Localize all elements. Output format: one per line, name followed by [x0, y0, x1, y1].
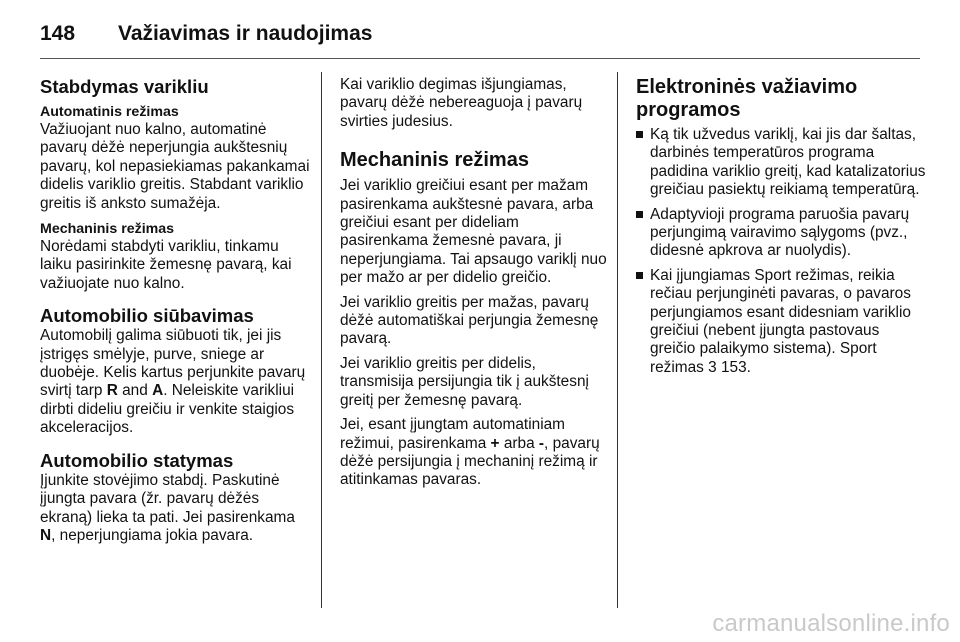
subheading-mechaninis-rezimas: Mechaninis režimas	[40, 221, 175, 238]
paragraph-automatinis: Važiuojant nuo kalno, automatinė pavarų dėžė neperjungia aukštesnių pavarų, kol nepasiekiamas pakankamai didelis variklio greitis. Stabdant variklio greitis iš anksto sumažėja.	[40, 121, 310, 212]
heading-stabdymas-varikliu: Stabdymas varikliu	[40, 76, 209, 97]
list-item: Kai įjungiamas Sport režimas, reikia rečiau perjunginėti pavaras, o pavaros perjungiamos esant didesniam variklio greičiui (nebent įjungta pastovaus greičio palaikymo sistema). Sport režimas 3 153.	[636, 267, 926, 377]
column-2	[340, 76, 608, 496]
heading-elektronines-programos: Elektroninės važiavimo programos	[636, 76, 858, 121]
header-rule	[40, 58, 920, 59]
paragraph-mech-1: Jei variklio greičiui esant per mažam pasirenkama aukštesnė pavara, arba greičiui esant per dideliam pasirenkama žemesnė pavara, ji neperjungiama. Tai apsaugo variklį nuo per mažo ar per didelio greičio.	[340, 177, 607, 287]
square-bullet-icon	[636, 272, 643, 279]
page-header	[40, 14, 372, 54]
paragraph-mech-4: Jei, esant įjungtam automatiniam režimui, pasirenkama + arba -, pavarų dėžė persijungia į mechaninį režimą ir atitinkamas pavaras.	[340, 416, 600, 489]
column-3	[636, 76, 926, 383]
column-divider-1	[321, 72, 322, 608]
heading-automobilio-siubavimas: Automobilio siūbavimas	[40, 305, 254, 327]
heading-automobilio-statymas: Automobilio statymas	[40, 449, 234, 471]
subheading-automatinis-rezimas: Automatinis režimas	[40, 104, 179, 120]
column-divider-2	[617, 72, 618, 608]
page-reference-arrow-icon: 3	[708, 358, 717, 376]
page-number: 148	[40, 22, 76, 45]
page-title: Važiavimas ir naudojimas	[118, 22, 373, 45]
watermark: carmanualsonline.info	[712, 610, 950, 637]
list-item: Ką tik užvedus variklį, kai jis dar šaltas, darbinės temperatūros programa padidina variklio greitį, kad katalizatorius greičiau pasiektų reikiamą temperatūrą.	[636, 126, 926, 200]
paragraph-mech-3: Jei variklio greitis per didelis, transmisija persijungia tik į aukštesnį greitį per žemesnę pavarą.	[340, 354, 589, 409]
column-1	[40, 76, 310, 551]
paragraph-intro: Kai variklio degimas išjungiamas, pavarų dėžė nebereaguoja į pavarų svirties judesius.	[340, 76, 583, 130]
paragraph-mechaninis: Norėdami stabdyti varikliu, tinkamu laiku pasirinkite žemesnę pavarą, kai važiuojate nuo kalno.	[40, 238, 292, 292]
square-bullet-icon	[636, 131, 643, 138]
paragraph-siubavimas: Automobilį galima siūbuoti tik, jei jis įstrigęs smėlyje, purve, sniege ar duobėje. Kelis kartus perjunkite pavarų svirtį tarp R and A. Neleiskite varikliui dirbti dideliu greičiu ir venkite staigios akceleracijos.	[40, 327, 306, 437]
paragraph-mech-2: Jei variklio greitis per mažas, pavarų dėžė automatiškai perjungia žemesnę pavarą.	[340, 293, 599, 348]
list-item: Adaptyvioji programa paruošia pavarų perjungimą vairavimo sąlygoms (pvz., didesnė apkrova ar nuolydis).	[636, 206, 926, 261]
paragraph-statymas: Įjunkite stovėjimo stabdį. Paskutinė įjungta pavara (žr. pavarų dėžės ekraną) lieka ta pati. Jei pasirenkama N, neperjungiama jokia pavara.	[40, 471, 295, 544]
square-bullet-icon	[636, 211, 643, 218]
page-reference[interactable]: 153.	[716, 358, 751, 376]
programs-list	[636, 126, 926, 377]
heading-mechaninis-rezimas: Mechaninis režimas	[340, 149, 529, 172]
